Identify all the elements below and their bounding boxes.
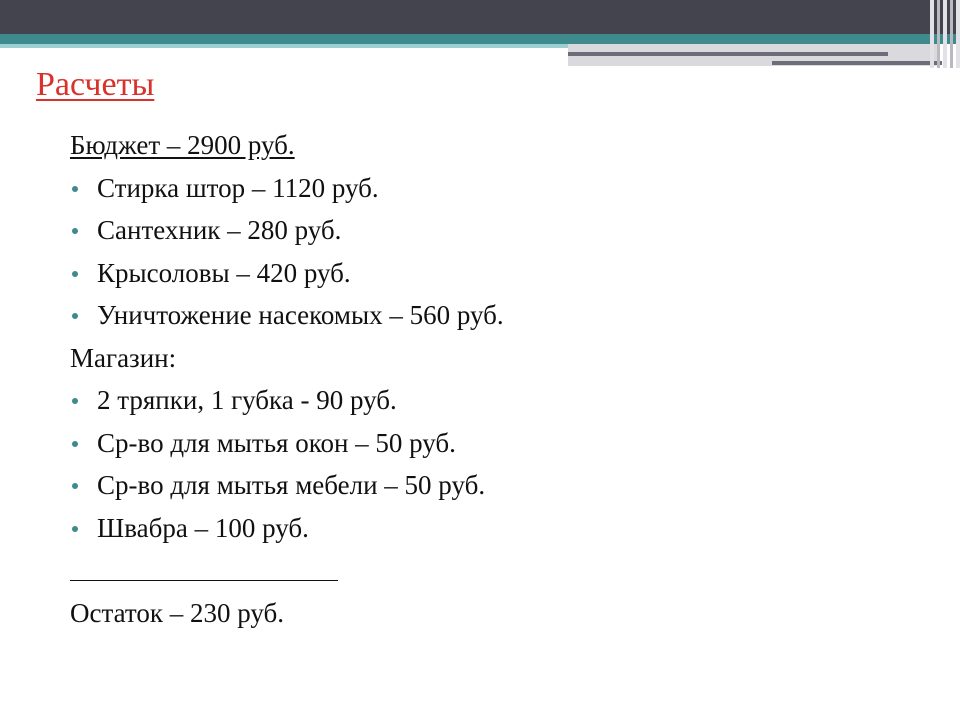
separator-rule	[70, 549, 930, 592]
slide-content	[70, 124, 930, 634]
list-item: Сантехник – 280 руб.	[70, 209, 930, 252]
list-item: Швабра – 100 руб.	[70, 507, 930, 550]
horizontal-rule	[70, 580, 338, 581]
shop-heading: Магазин:	[70, 342, 177, 373]
slide-title: Расчеты	[36, 66, 155, 103]
list-item: Крысоловы – 420 руб.	[70, 252, 930, 295]
budget-line	[70, 124, 930, 167]
budget-text: Бюджет – 2900 руб.	[70, 130, 295, 160]
list-item: Ср-во для мытья мебели – 50 руб.	[70, 464, 930, 507]
list-item: Уничтожение насекомых – 560 руб.	[70, 294, 930, 337]
list-item: Стирка штор – 1120 руб.	[70, 167, 930, 210]
header-band-teal	[0, 34, 960, 44]
header-accent-line	[568, 52, 888, 56]
list-item: Ср-во для мытья окон – 50 руб.	[70, 422, 930, 465]
header-accent-line	[772, 61, 942, 65]
header-band-dark	[0, 0, 960, 34]
list-item: 2 тряпки, 1 губка - 90 руб.	[70, 379, 930, 422]
header-right-bars	[926, 0, 960, 68]
remainder-line: Остаток – 230 руб.	[70, 597, 284, 628]
header-band-teal-light	[0, 44, 570, 48]
